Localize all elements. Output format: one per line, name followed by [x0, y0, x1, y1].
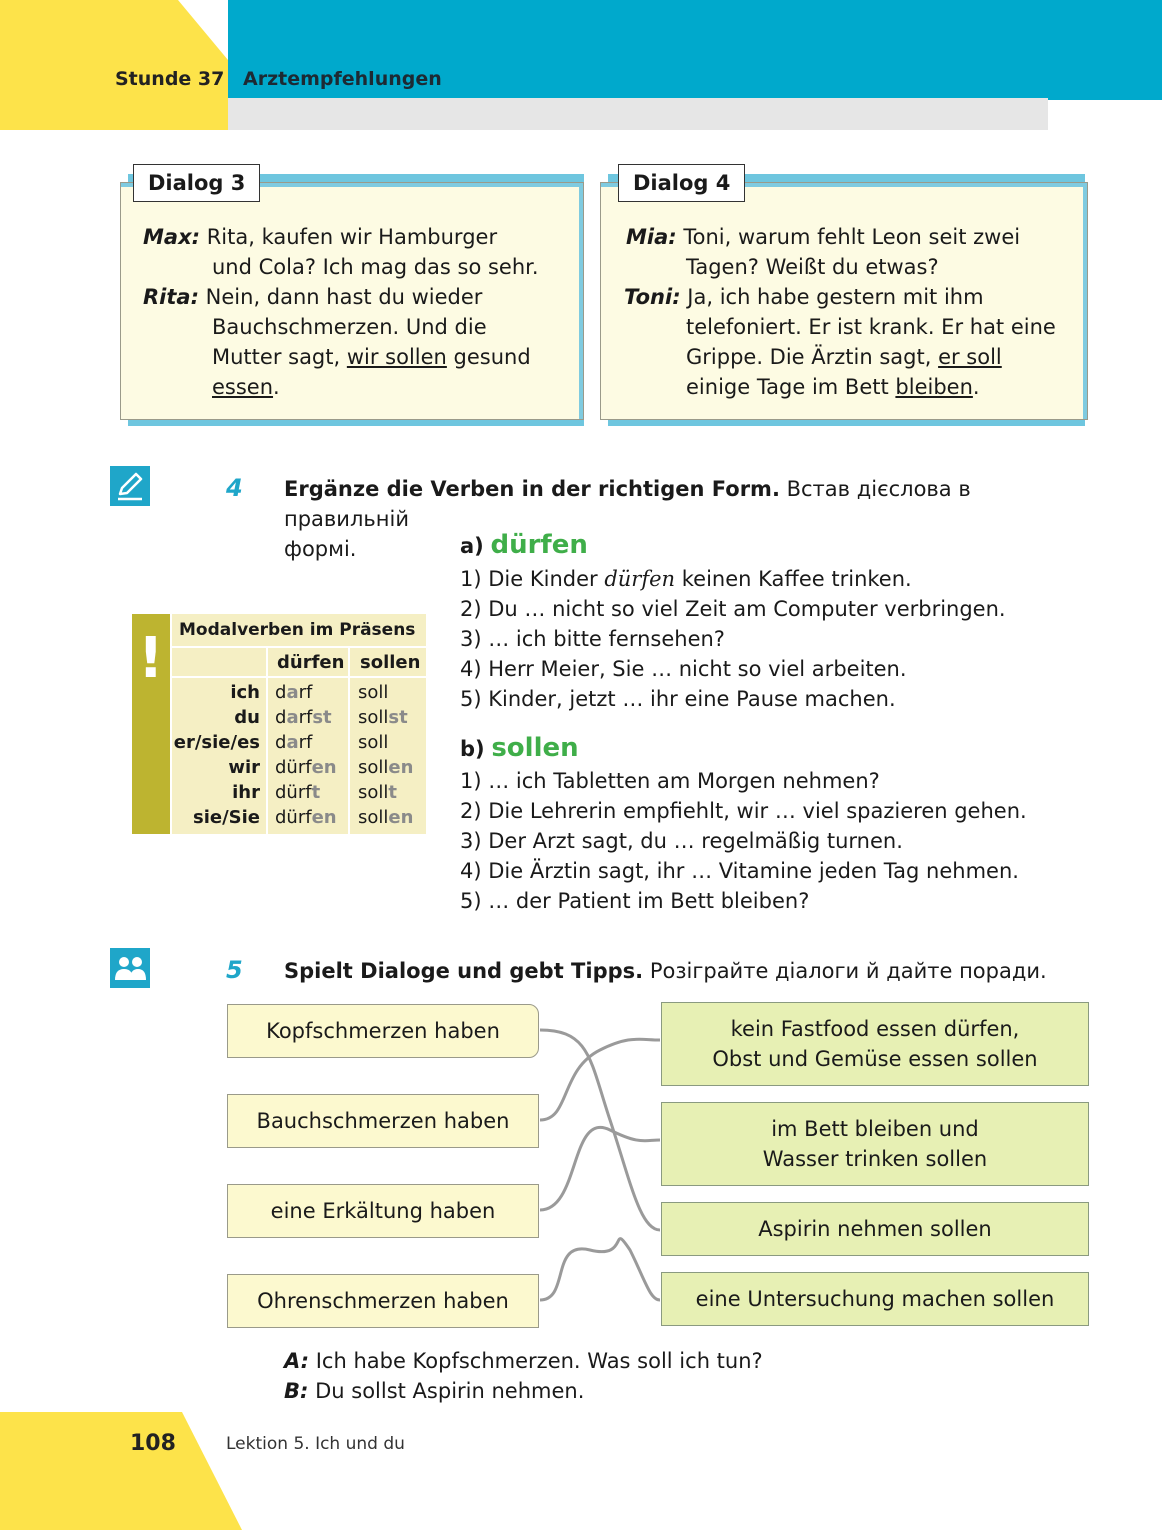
- dialog3-tag: Dialog 3: [133, 164, 260, 202]
- verb-b-heading: b) sollen: [460, 733, 579, 763]
- match-right-item[interactable]: kein Fastfood essen dürfen, Obst und Gemüse essen sollen: [661, 1002, 1089, 1086]
- dialog4-line: einige Tage im Bett bleiben.: [686, 375, 980, 399]
- grammar-duerfen-form: darfst: [275, 707, 332, 728]
- exercise5-number: 5: [226, 956, 243, 984]
- grammar-sollen-form: soll: [358, 732, 389, 753]
- exercise4-title: Ergänze die Verben in der richtigen Form. Встав дієслова в правильній формі.: [284, 477, 971, 561]
- grammar-table: [132, 614, 426, 834]
- exercise5-title: Spielt Dialoge und gebt Tipps. Розіграйте діалоги й дайте поради.: [284, 959, 1047, 983]
- matching-lines: [530, 1000, 670, 1330]
- grammar-duerfen-form: darf: [275, 682, 313, 703]
- grammar-duerfen-form: darf: [275, 732, 313, 753]
- grammar-title: Modalverben im Präsens: [179, 620, 416, 640]
- lesson-topic: Arztempfehlungen: [243, 68, 442, 90]
- grammar-pronoun: du: [234, 707, 260, 728]
- dialog4-line: telefoniert. Er ist krank. Er hat eine: [686, 315, 1056, 339]
- dialog3-line: Max: Rita, kaufen wir Hamburger: [143, 225, 498, 249]
- footer-band: [0, 1400, 1162, 1530]
- grammar-pronoun: ihr: [232, 782, 260, 803]
- exercise4-number: 4: [226, 474, 243, 502]
- grammar-duerfen-form: dürft: [275, 782, 321, 803]
- people-icon: [110, 948, 150, 988]
- footer-lektion: Lektion 5. Ich und du: [226, 1434, 405, 1454]
- list-item: 5) … der Patient im Bett bleiben?: [460, 889, 810, 913]
- match-left-item[interactable]: eine Erkältung haben: [227, 1184, 539, 1238]
- page-number: 108: [130, 1431, 176, 1456]
- dialog3-line: Mutter sagt, wir sollen gesund: [212, 345, 531, 369]
- verb-a-heading: a) dürfen: [460, 530, 588, 560]
- match-left-item[interactable]: Kopfschmerzen haben: [227, 1004, 539, 1058]
- list-item: 3) … ich bitte fernsehen?: [460, 627, 725, 651]
- lesson-number: Stunde 37: [115, 68, 225, 90]
- grammar-sollen-form: sollst: [358, 707, 408, 728]
- grammar-pronoun: er/sie/es: [173, 732, 260, 753]
- list-item: 1) Die Kinder dürfen keinen Kaffee trinken.: [460, 567, 912, 591]
- exclamation-icon: !: [138, 626, 164, 691]
- list-item: 3) Der Arzt sagt, du … regelmäßig turnen.: [460, 829, 903, 853]
- dialog4-line: Mia: Toni, warum fehlt Leon seit zwei: [626, 225, 1021, 249]
- grammar-pronoun: wir: [228, 757, 260, 778]
- match-left-item[interactable]: Ohrenschmerzen haben: [227, 1274, 539, 1328]
- match-right-item[interactable]: eine Untersuchung machen sollen: [661, 1272, 1089, 1326]
- dialog4-line: Tagen? Weißt du etwas?: [686, 255, 939, 279]
- grammar-sollen-form: sollen: [358, 807, 414, 828]
- grammar-duerfen-form: dürfen: [275, 757, 337, 778]
- match-left-item[interactable]: Bauchschmerzen haben: [227, 1094, 539, 1148]
- grammar-sollen-form: sollt: [358, 782, 398, 803]
- list-item: 5) Kinder, jetzt … ihr eine Pause machen.: [460, 687, 896, 711]
- dialog4-tag: Dialog 4: [618, 164, 745, 202]
- grammar-sollen-form: sollen: [358, 757, 414, 778]
- example-line-a: A: Ich habe Kopfschmerzen. Was soll ich tun?: [284, 1349, 763, 1373]
- list-item: 2) Du … nicht so viel Zeit am Computer verbringen.: [460, 597, 1006, 621]
- exercise4b-list: [460, 766, 1027, 916]
- dialog4-line: Toni: Ja, ich habe gestern mit ihm: [624, 285, 984, 309]
- pencil-icon: [110, 466, 150, 506]
- dialog3-line: Bauchschmerzen. Und die: [212, 315, 487, 339]
- grammar-sollen-form: soll: [358, 682, 389, 703]
- list-item: 4) Die Ärztin sagt, ihr … Vitamine jeden Tag nehmen.: [460, 859, 1019, 883]
- match-right-item[interactable]: Aspirin nehmen sollen: [661, 1202, 1089, 1256]
- list-item: 4) Herr Meier, Sie … nicht so viel arbeiten.: [460, 657, 907, 681]
- grammar-pronoun: sie/Sie: [192, 807, 260, 828]
- grammar-col-duerfen: dürfen: [277, 652, 345, 673]
- dialog4-line: Grippe. Die Ärztin sagt, er soll: [686, 345, 1002, 369]
- dialog3-line: und Cola? Ich mag das so sehr.: [212, 255, 539, 279]
- grammar-col-sollen: sollen: [360, 652, 421, 673]
- match-right-item[interactable]: im Bett bleiben und Wasser trinken sollen: [661, 1102, 1089, 1186]
- dialog3-line: Rita: Nein, dann hast du wieder: [143, 285, 483, 309]
- dialog3-line: essen.: [212, 375, 280, 399]
- exercise4a-list: [460, 564, 1006, 714]
- list-item: 2) Die Lehrerin empfiehlt, wir … viel spazieren gehen.: [460, 799, 1027, 823]
- grammar-pronoun: ich: [230, 682, 260, 703]
- grammar-duerfen-form: dürfen: [275, 807, 337, 828]
- list-item: 1) … ich Tabletten am Morgen nehmen?: [460, 769, 880, 793]
- example-line-b: B: Du sollst Aspirin nehmen.: [284, 1379, 585, 1403]
